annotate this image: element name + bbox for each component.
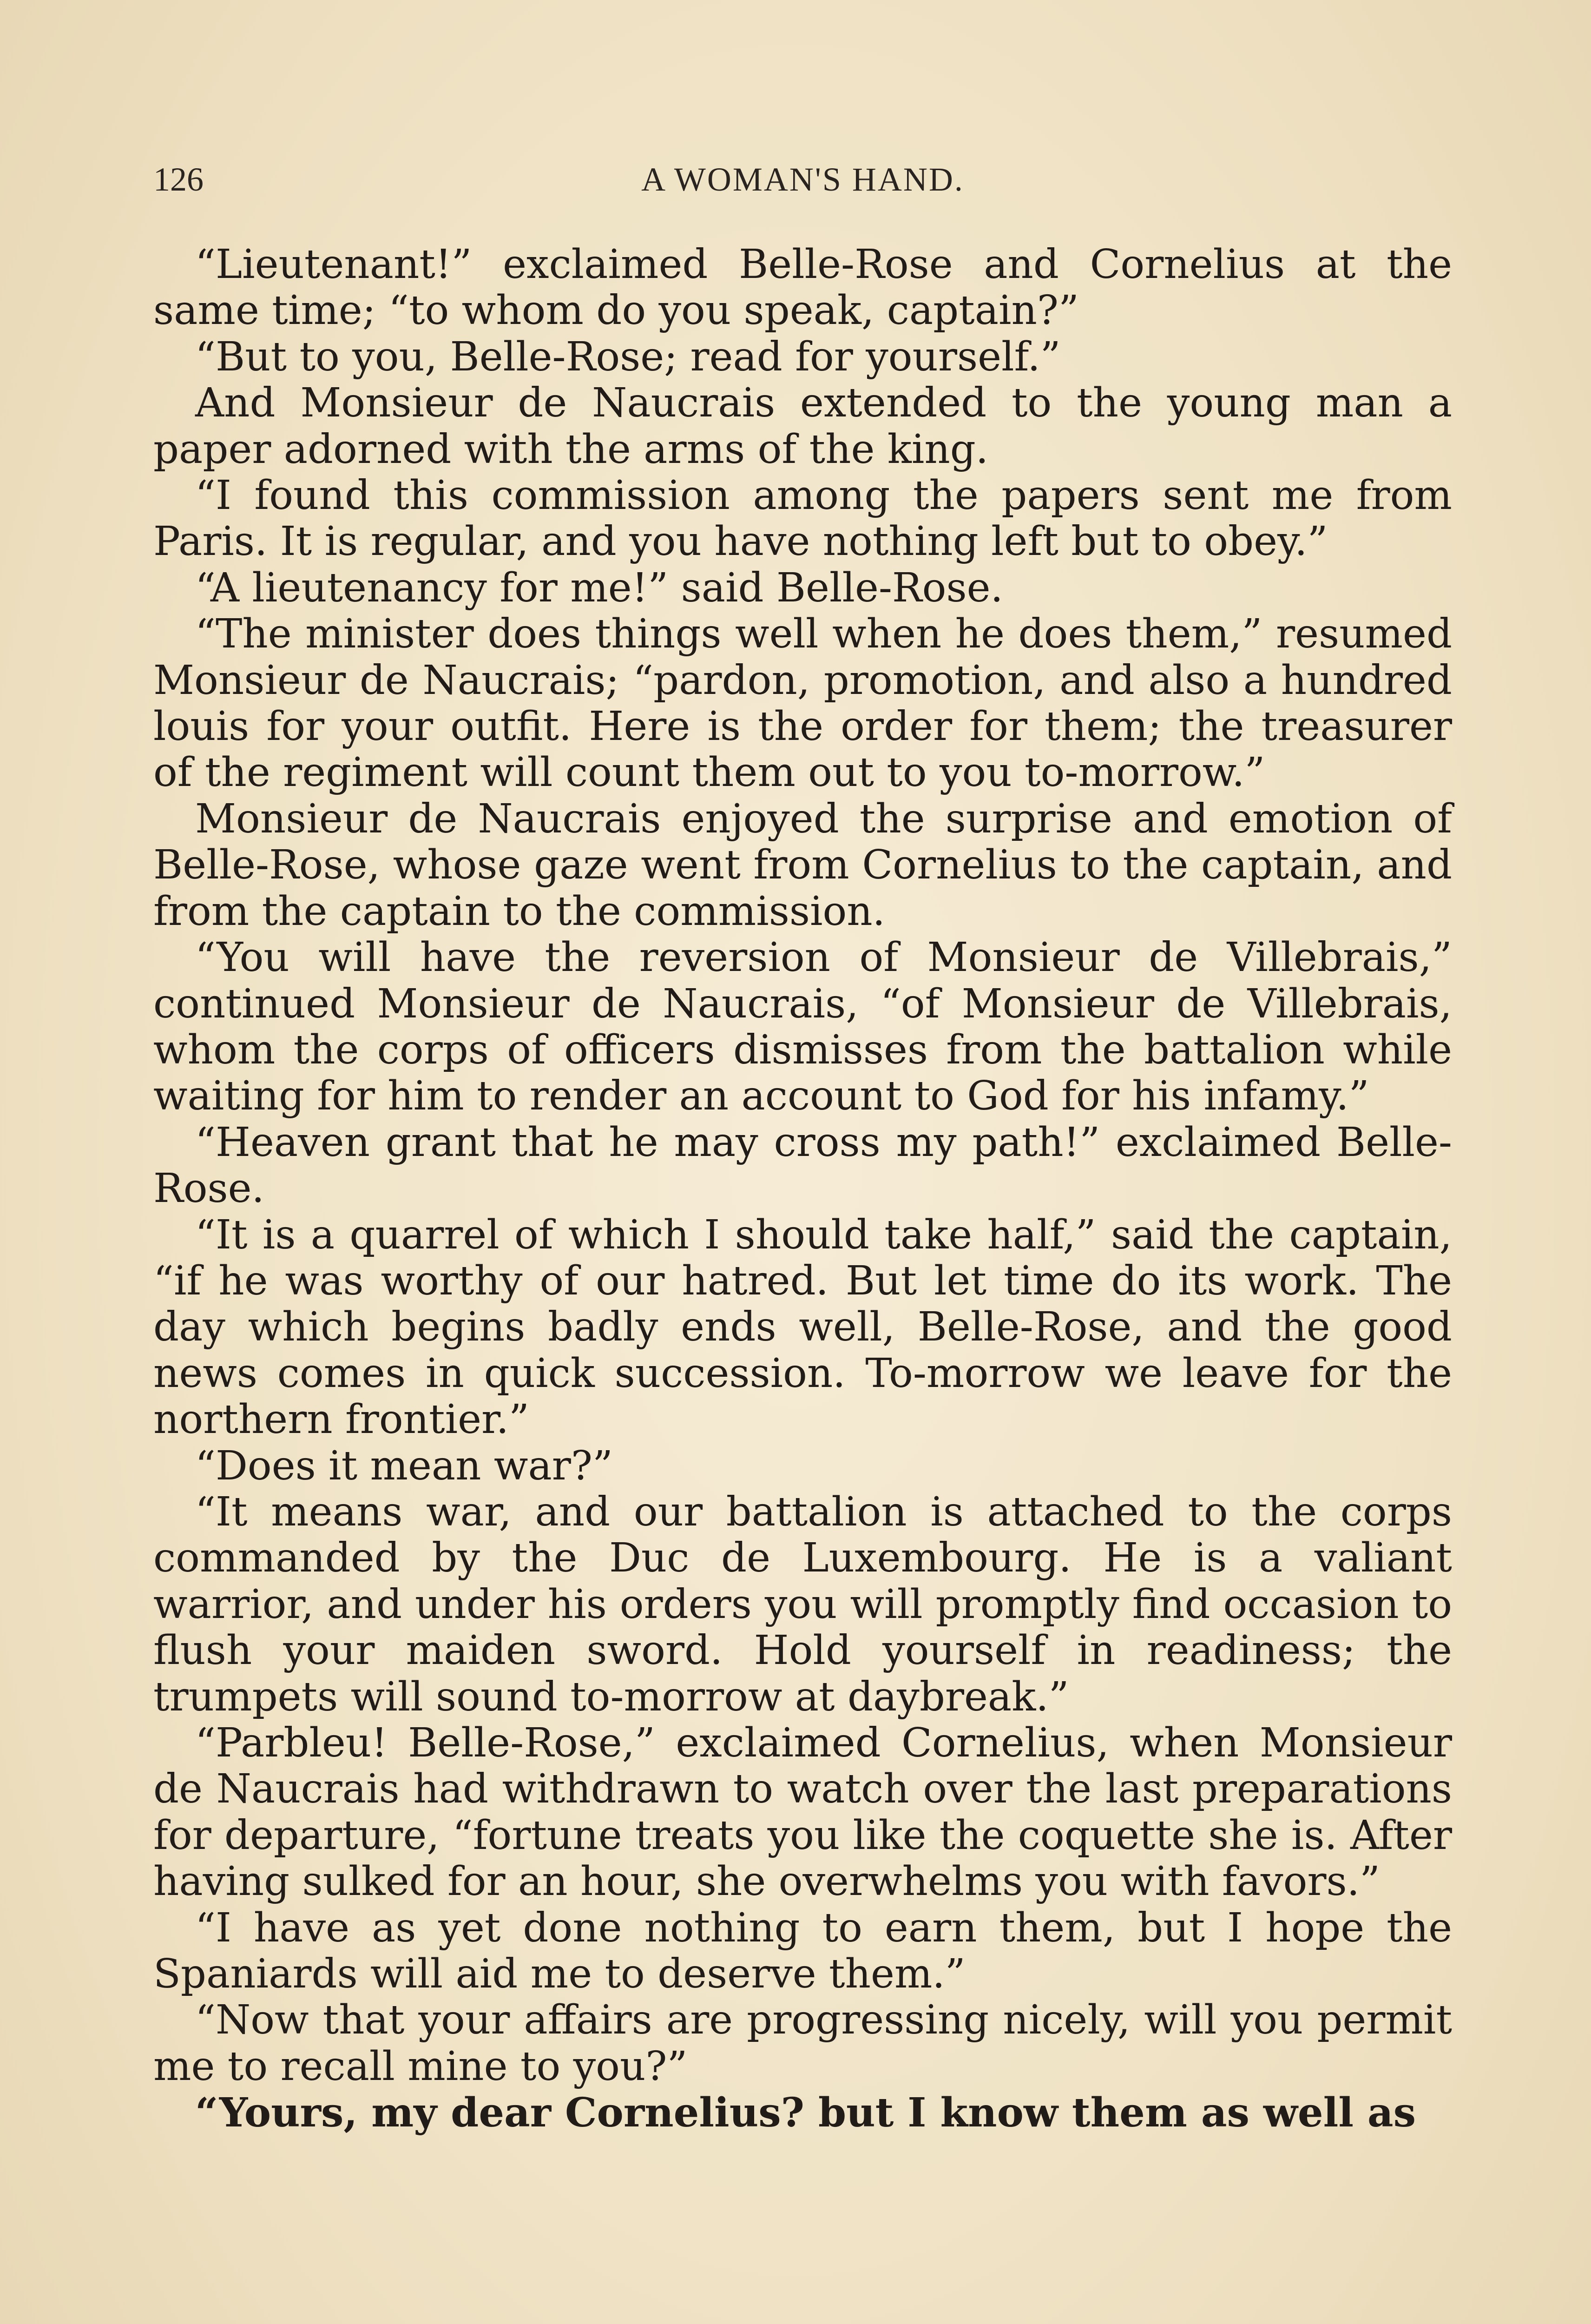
paragraph: “You will have the reversion of Monsieur de Villebrais,” continued Monsieur de Naucrais, “of Monsieur de Villebrais, whom the corps of officers dismisses from the battalion while waiting for him to render an account to God for his infamy.” [153,934,1452,1120]
paragraph: And Monsieur de Naucrais extended to the young man a paper adorned with the arms of the king. [153,380,1452,473]
paragraph: “A lieutenancy for me!” said Belle-Rose. [195,564,1003,611]
paragraph: “Does it mean war?” [195,1442,613,1489]
paragraph: “It is a quarrel of which I should take half,” said the captain, “if he was worthy of our hatred. But let time do its work. The day which begins badly ends well, Belle-Rose, and the good news comes in quick succession. To-morrow we leave for the northern frontier.” [153,1211,1452,1443]
paragraph: “Heaven grant that he may cross my path!” exclaimed Belle-Rose. [153,1119,1452,1212]
page-header [153,160,1452,207]
paragraph: “The minister does things well when he does them,” resumed Monsieur de Naucrais; “pardon, promotion, and also a hundred louis for your outfit. Here is the order for them; the treasurer of the regiment will count them out to you to-morrow.” [153,611,1452,796]
running-title: A WOMAN'S HAND. [641,161,964,198]
paragraph: “Lieutenant!” exclaimed Belle-Rose and Cornelius at the same time; “to whom do you speak, captain?” [153,241,1452,334]
paragraph: “I found this commission among the papers sent me from Paris. It is regular, and you have nothing left but to obey.” [153,472,1452,565]
paragraph: “Now that your affairs are progressing nicely, will you permit me to recall mine to you?” [153,1997,1452,2090]
paragraph: “But to you, Belle-Rose; read for yourself.” [195,333,1061,380]
paragraph: “Parbleu! Belle-Rose,” exclaimed Cornelius, when Monsieur de Naucrais had withdrawn to watch over the last preparations for departure, “fortune treats you like the coquette she is. After having sulked for an hour, she overwhelms you with favors.” [153,1720,1452,1905]
body-text [153,242,1452,2136]
paragraph: “It means war, and our battalion is attached to the corps commanded by the Duc de Luxembourg. He is a valiant warrior, and under his orders you will promptly find occasion to flush your maiden sword. Hold yourself in readiness; the trumpets will sound to-morrow at daybreak.” [153,1488,1452,1720]
page-number: 126 [153,161,204,198]
paragraph: Monsieur de Naucrais enjoyed the surprise and emotion of Belle-Rose, whose gaze went from Cornelius to the captain, and from the captain to the commission. [153,795,1452,935]
paragraph: “Yours, my dear Cornelius? but I know them as well as [195,2089,1416,2137]
paragraph: “I have as yet done nothing to earn them, but I hope the Spaniards will aid me to deserve them.” [153,1904,1452,1998]
